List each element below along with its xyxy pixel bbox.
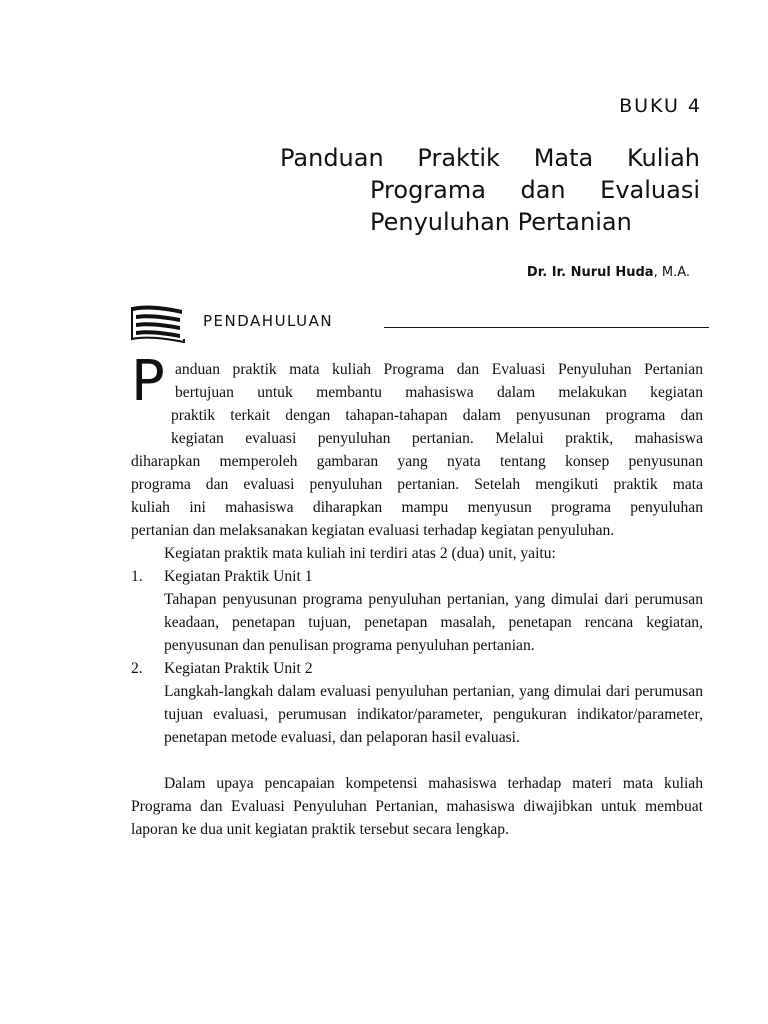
units-intro: Kegiatan praktik mata kuliah ini terdiri atas 2 (dua) unit, yaitu: <box>164 545 556 562</box>
list-number: 2. <box>131 660 143 677</box>
author-suffix: , M.A. <box>653 265 690 280</box>
book-label: BUKU 4 <box>619 95 702 117</box>
intro-paragraph <box>131 358 703 542</box>
title-line-3: Penyuluhan Pertanian <box>370 208 632 236</box>
author <box>527 265 690 280</box>
drop-cap: P <box>131 349 165 414</box>
list-item-title: Kegiatan Praktik Unit 1 <box>164 568 313 585</box>
list-number: 1. <box>131 568 143 585</box>
list-item-title: Kegiatan Praktik Unit 2 <box>164 660 313 677</box>
intro-line: anduan praktik mata kuliah Programa dan Evaluasi Penyuluhan Pertanian <box>175 361 703 378</box>
author-name: Dr. Ir. Nurul Huda <box>526 265 654 280</box>
intro-line: diharapkan memperoleh gambaran yang nyata tentang konsep penyusunan <box>131 453 703 470</box>
intro-line: kuliah ini mahasiswa diharapkan mampu menyusun programa penyuluhan <box>131 499 703 516</box>
intro-line: kegiatan evaluasi penyuluhan pertanian. Melalui praktik, mahasiswa <box>171 430 703 447</box>
list-item-description: Tahapan penyusunan programa penyuluhan pertanian, yang dimulai dari perumusan keadaan, penetapan tujuan, penetapan masalah, penetapan rencana kegiatan, penyusunan dan penulisan programa penyuluhan pertanian. <box>164 591 703 654</box>
intro-line: bertujuan untuk membantu mahasiswa dalam melakukan kegiatan <box>175 384 703 401</box>
title-line-2: Programa dan Evaluasi <box>370 176 700 204</box>
list-item-unit-1 <box>131 565 703 657</box>
list-item-unit-2 <box>131 657 703 749</box>
closing-paragraph: Dalam upaya pencapaian kompetensi mahasiswa terhadap materi mata kuliah Programa dan Evaluasi Penyuluhan Pertanian, mahasiswa diwajibkan untuk membuat laporan ke dua unit kegiatan praktik tersebut secara lengkap. <box>131 775 703 838</box>
body-text <box>131 358 703 841</box>
section-heading: PENDAHULUAN <box>203 312 334 330</box>
intro-line: praktik terkait dengan tahapan-tahapan dalam penyusunan programa dan <box>171 407 703 424</box>
intro-line: pertanian dan melaksanakan kegiatan evaluasi terhadap kegiatan penyuluhan. <box>131 522 615 539</box>
intro-line: programa dan evaluasi penyuluhan pertanian. Setelah mengikuti praktik mata <box>131 476 703 493</box>
list-item-description: Langkah-langkah dalam evaluasi penyuluhan pertanian, yang dimulai dari perumusan tujuan evaluasi, perumusan indikator/parameter, pengukuran indikator/parameter, penetapan metode evaluasi, dan pelaporan hasil evaluasi. <box>164 683 703 746</box>
document-title <box>280 142 700 238</box>
title-line-1: Panduan Praktik Mata Kuliah <box>280 144 700 172</box>
open-book-icon <box>130 303 186 343</box>
section-rule <box>384 327 709 328</box>
